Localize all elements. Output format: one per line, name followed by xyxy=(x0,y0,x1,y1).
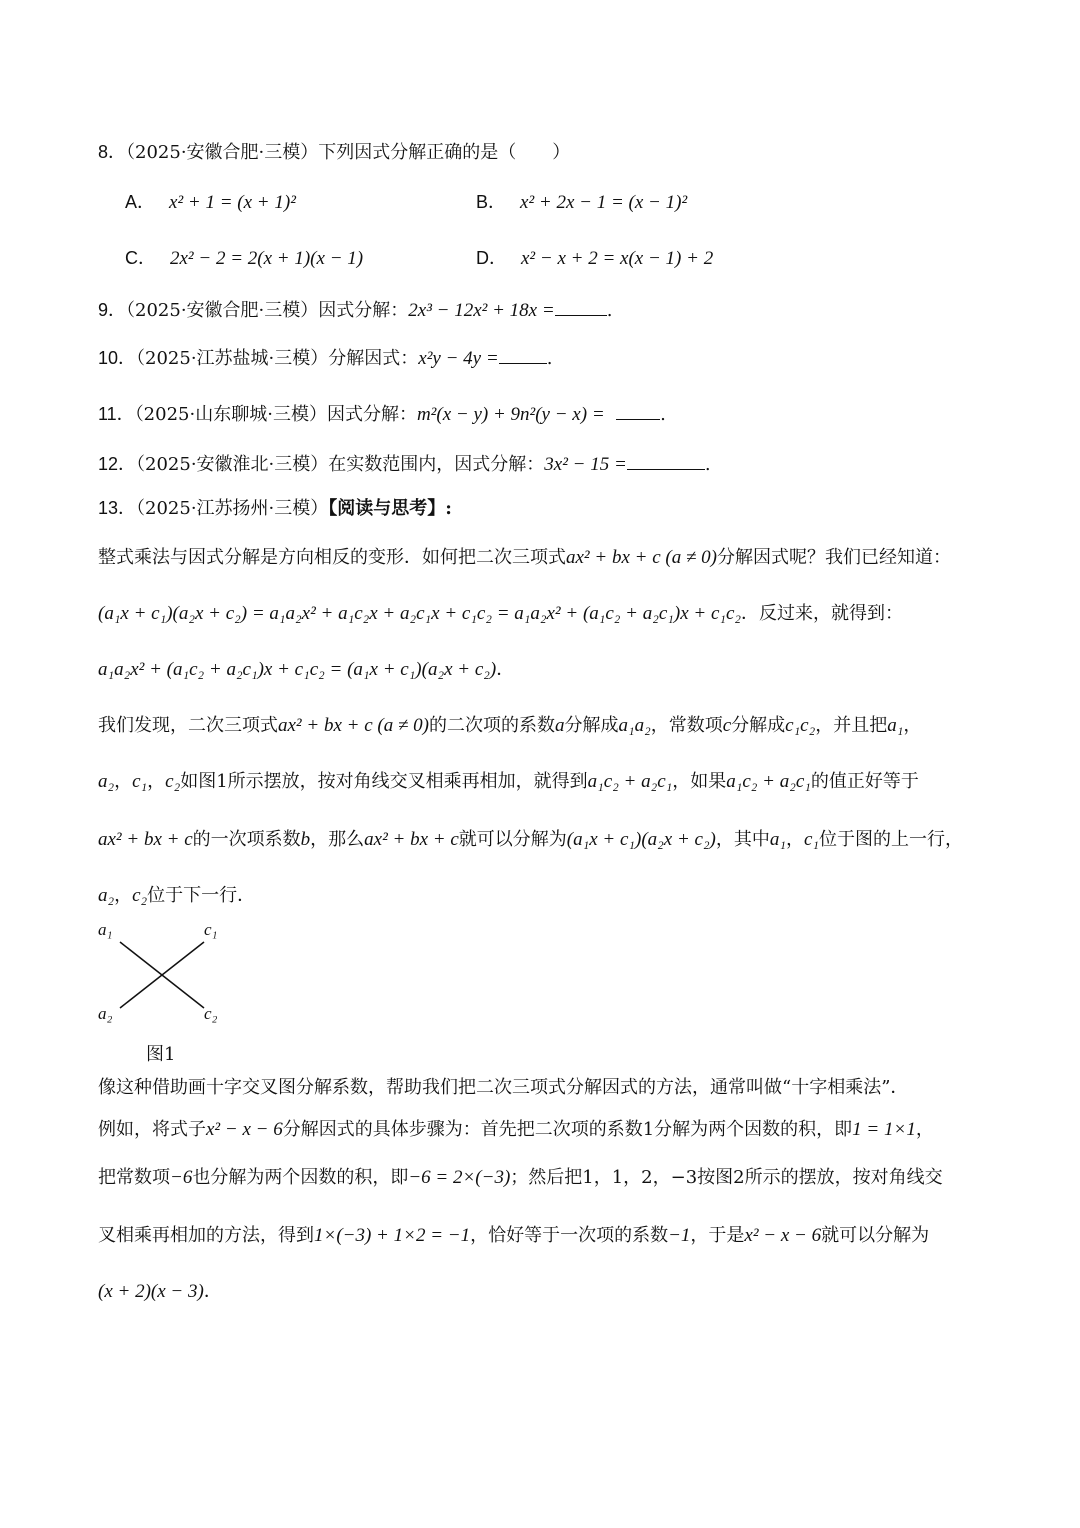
label-c1: c₁ xyxy=(204,920,218,939)
cross-multiplication-figure xyxy=(94,920,234,1030)
text: ．反过来，就得到： xyxy=(741,603,904,624)
q8-number: 8． xyxy=(98,142,127,162)
q13-paragraph-2 xyxy=(98,600,903,628)
text: ，那么 xyxy=(310,829,365,850)
math: −1 xyxy=(668,1225,691,1246)
q9-period: . xyxy=(606,300,613,321)
q8-source: （2025·安徽合肥·三模） xyxy=(126,142,319,163)
q13-tag: 【阅读与思考】: xyxy=(328,498,452,519)
option-label: A． xyxy=(125,192,156,212)
label-a1: a₁ xyxy=(98,920,113,939)
text: 分解成 xyxy=(731,715,786,736)
text: ， xyxy=(915,1119,934,1140)
option-expression: 2x² − 2 = 2(x + 1)(x − 1) xyxy=(170,248,364,269)
q12 xyxy=(98,450,711,479)
math: (x + 2)(x − 3) xyxy=(98,1281,204,1302)
text: ， xyxy=(147,771,166,792)
q13-source: （2025·江苏扬州·三模） xyxy=(136,498,329,519)
q9-number: 9． xyxy=(98,300,127,320)
option-expression: x² + 1 = (x + 1)² xyxy=(169,192,296,213)
text: 分解因式的具体步骤为：首先把二次项的系数1分解为两个因数的积，即 xyxy=(282,1119,853,1140)
label-c2: c₂ xyxy=(204,1004,218,1023)
q13-paragraph-7 xyxy=(98,882,255,910)
math: −6 xyxy=(170,1167,193,1188)
text: ，其中 xyxy=(715,829,770,850)
q13-paragraph-4 xyxy=(98,712,921,740)
text: ，常数项 xyxy=(650,715,723,736)
text: 分解因式呢？我们已经知道： xyxy=(716,547,951,568)
math: c₂ xyxy=(132,885,148,906)
text: 位于图的上一行， xyxy=(819,829,964,850)
math: b xyxy=(300,829,311,850)
q8-option-c xyxy=(125,244,363,273)
math: a₁a₂ xyxy=(618,715,651,736)
q13-paragraph-9 xyxy=(98,1116,934,1144)
text: ， xyxy=(114,885,133,906)
q10-source: （2025·江苏盐城·三模） xyxy=(136,348,329,369)
option-label: D． xyxy=(476,248,507,268)
text: ，并且把 xyxy=(815,715,888,736)
text: ， xyxy=(903,715,922,736)
q13-paragraph-10 xyxy=(98,1164,943,1192)
text: 叉相乘再相加的方法，得到 xyxy=(98,1225,314,1246)
text: 像这种借助画十字交叉图分解系数，帮助我们把二次三项式分解因式的方法，通常叫做“十字相乘法”． xyxy=(98,1077,909,1098)
q11 xyxy=(98,400,666,429)
q11-expression: m²(x − y) + 9n²(y − x) = xyxy=(416,404,605,425)
q11-source: （2025·山东聊城·三模） xyxy=(134,404,327,425)
figure-caption: 图1 xyxy=(146,1044,176,1065)
math: c₂ xyxy=(165,771,181,792)
text: 的值正好等于 xyxy=(810,771,919,792)
q9 xyxy=(98,296,612,325)
q13-paragraph-1 xyxy=(98,544,951,572)
answer-blank[interactable] xyxy=(555,315,607,316)
math: a₁c₂ + a₂c₁ xyxy=(587,771,673,792)
q12-source: （2025·安徽淮北·三模） xyxy=(136,454,329,475)
q9-expression: 2x³ − 12x² + 18x = xyxy=(408,300,555,321)
q10-number: 10． xyxy=(98,348,137,368)
text: 我们发现，二次三项式 xyxy=(98,715,278,736)
math: −6 = 2×(−3) xyxy=(408,1167,511,1188)
q13-paragraph-6 xyxy=(98,826,963,854)
math: a₂ xyxy=(98,771,115,792)
text: 把常数项 xyxy=(98,1167,170,1188)
math: ax² + bx + c (a ≠ 0) xyxy=(566,547,717,568)
q12-expression: 3x² − 15 = xyxy=(544,454,627,475)
math: a₁ xyxy=(769,829,786,850)
q10-period: . xyxy=(546,348,553,369)
math: 1×(−3) + 1×2 = −1 xyxy=(314,1225,471,1246)
q13-paragraph-3 xyxy=(98,656,514,684)
answer-blank[interactable] xyxy=(499,363,547,364)
option-label: C． xyxy=(125,248,156,268)
q8-option-d xyxy=(476,244,713,273)
text: 的二次项的系数 xyxy=(428,715,555,736)
math: ax² + bx + c xyxy=(98,829,193,850)
option-label: B． xyxy=(476,192,507,212)
text: 分解成 xyxy=(564,715,619,736)
q10 xyxy=(98,344,552,373)
q11-stem: 因式分解： xyxy=(326,404,417,425)
q12-period: . xyxy=(704,454,711,475)
q11-number: 11． xyxy=(98,404,135,424)
math: 1 = 1×1 xyxy=(852,1119,916,1140)
math: a₁ xyxy=(887,715,904,736)
math: a₂ xyxy=(98,885,115,906)
text: ，于是 xyxy=(690,1225,745,1246)
q11-period: . xyxy=(660,404,666,425)
q13-paragraph-5 xyxy=(98,768,919,796)
text: 例如，将式子 xyxy=(98,1119,206,1140)
text: ，如果 xyxy=(672,771,727,792)
option-expression: x² − x + 2 = x(x − 1) + 2 xyxy=(521,248,714,269)
text: ，恰好等于一次项的系数 xyxy=(470,1225,669,1246)
q13-header xyxy=(98,494,452,523)
math: a xyxy=(554,715,565,736)
text: ， xyxy=(114,771,133,792)
text: 整式乘法与因式分解是方向相反的变形．如何把二次三项式 xyxy=(98,547,566,568)
math: ax² + bx + c (a ≠ 0) xyxy=(278,715,429,736)
text: ， xyxy=(786,829,804,850)
q13-number: 13． xyxy=(98,498,137,518)
math: a₁c₂ + a₂c₁ xyxy=(726,771,811,792)
math: c₁ xyxy=(132,771,148,792)
q13-paragraph-8 xyxy=(98,1074,908,1102)
math: c xyxy=(722,715,732,736)
text: 如图1所示摆放，按对角线交叉相乘再相加，就得到 xyxy=(180,771,588,792)
q8-stem xyxy=(98,138,570,167)
q13-paragraph-12 xyxy=(98,1278,222,1306)
option-expression: x² + 2x − 1 = (x − 1)² xyxy=(520,192,688,213)
text: ． xyxy=(496,659,515,680)
answer-blank[interactable] xyxy=(616,419,660,420)
text: 也分解为两个因数的积，即 xyxy=(192,1167,409,1188)
math: c₁c₂ xyxy=(785,715,816,736)
text: ；然后把1，1，2，−3按图2所示的摆放，按对角线交 xyxy=(510,1167,943,1188)
math: x² − x − 6 xyxy=(744,1225,822,1246)
q10-expression: x²y − 4y = xyxy=(418,348,499,369)
text: 就可以分解为 xyxy=(821,1225,930,1246)
text: 就可以分解为 xyxy=(458,829,567,850)
text: ． xyxy=(203,1281,222,1302)
q8-option-a xyxy=(125,188,296,217)
q12-number: 12． xyxy=(98,454,137,474)
math: x² − x − 6 xyxy=(206,1119,283,1140)
q12-stem: 在实数范围内，因式分解： xyxy=(328,454,545,475)
q9-source: （2025·安徽合肥·三模） xyxy=(126,300,319,321)
q13-paragraph-11 xyxy=(98,1222,929,1250)
math: c₁ xyxy=(804,829,820,850)
text: 的一次项系数 xyxy=(192,829,301,850)
q9-stem: 因式分解： xyxy=(318,300,409,321)
answer-blank[interactable] xyxy=(627,469,705,470)
math: a₁a₂x² + (a₁c₂ + a₂c₁)x + c₁c₂ = (a₁x + c₁)(a₂x + c₂) xyxy=(98,659,497,680)
math: ax² + bx + c xyxy=(364,829,459,850)
q8-option-b xyxy=(476,188,687,217)
label-a2: a₂ xyxy=(98,1004,113,1023)
text: 位于下一行． xyxy=(147,885,256,906)
math: (a₁x + c₁)(a₂x + c₂) = a₁a₂x² + a₁c₂x + a₂c₁x + c₁c₂ = a₁a₂x² + (a₁c₂ + a₂c₁)x + c₁c₂ xyxy=(98,603,742,624)
q8-question: 下列因式分解正确的是（ ） xyxy=(318,142,571,163)
q10-stem: 分解因式： xyxy=(328,348,419,369)
math: (a₁x + c₁)(a₂x + c₂) xyxy=(566,829,716,850)
